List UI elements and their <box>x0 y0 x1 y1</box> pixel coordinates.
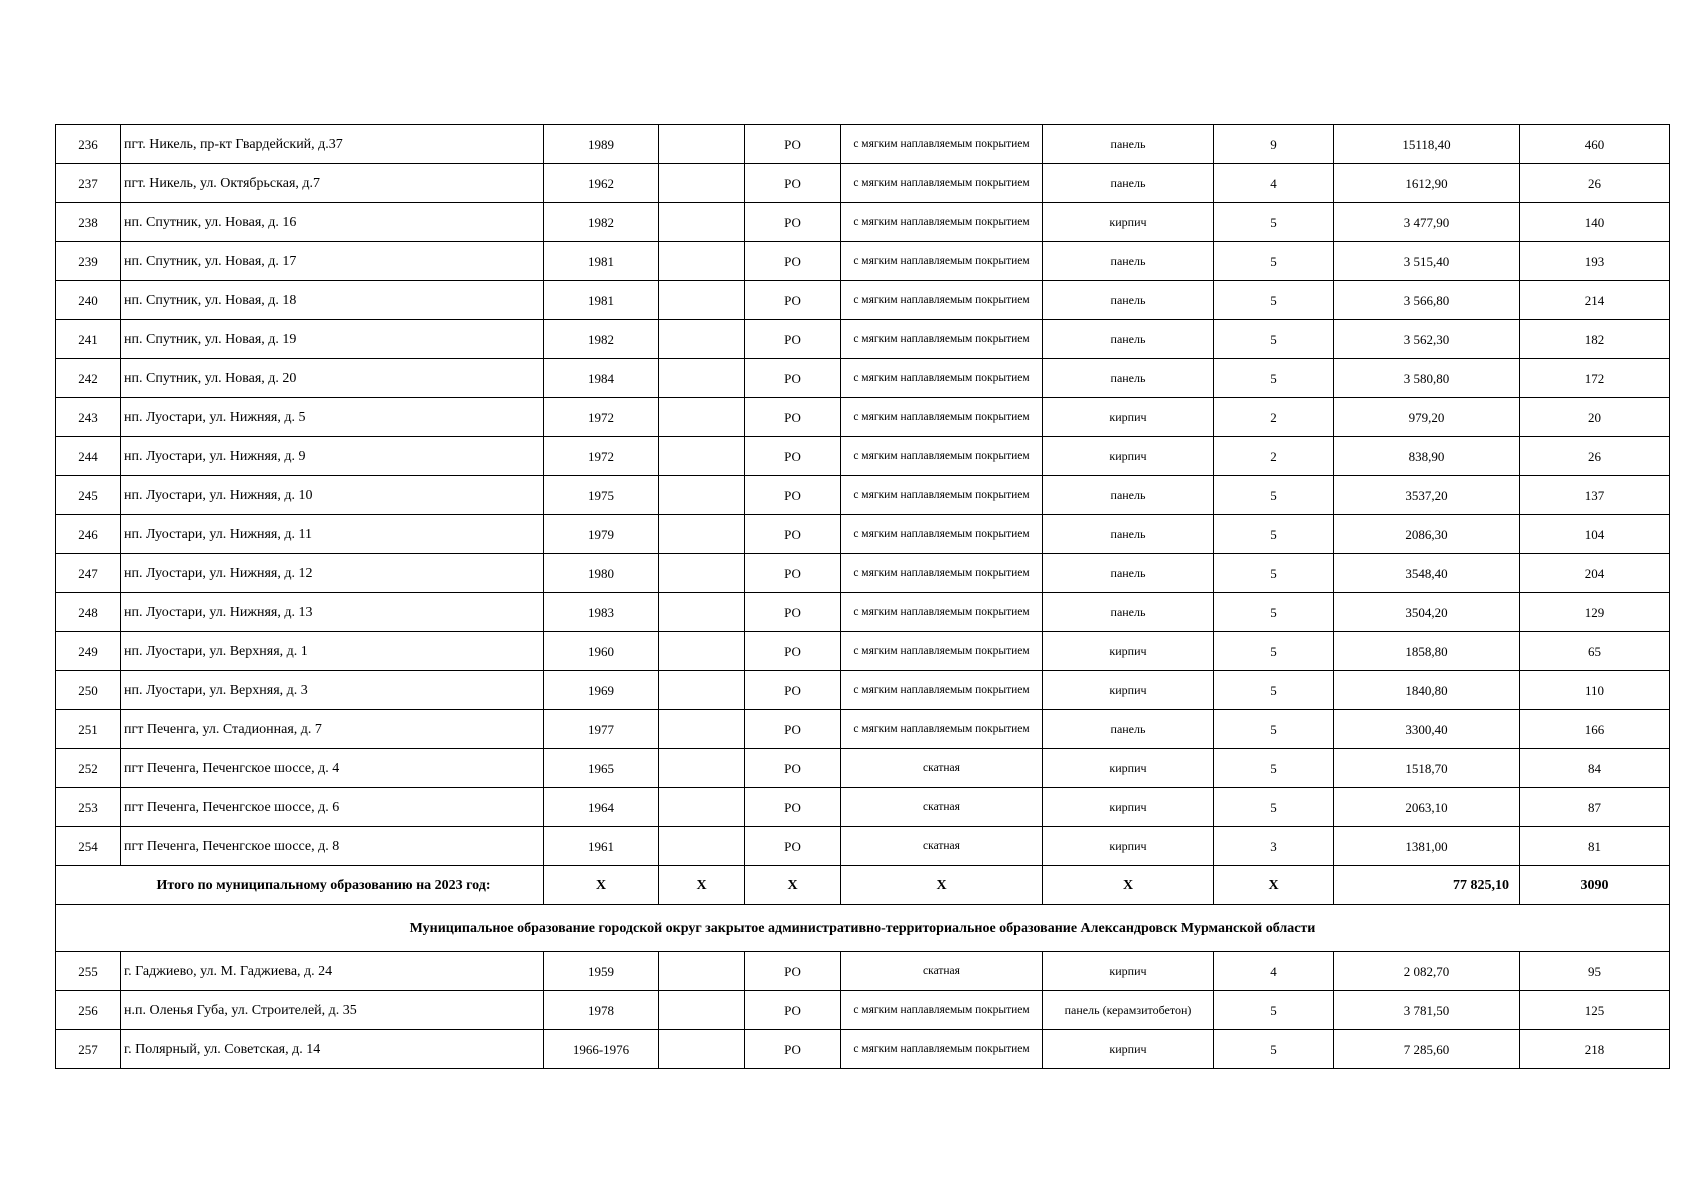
empty-cell <box>659 632 745 671</box>
table-row <box>56 437 1670 476</box>
row-number-cell: 245 <box>56 476 121 515</box>
year-cell: 1980 <box>544 554 659 593</box>
floors-cell: 5 <box>1214 554 1334 593</box>
row-number-cell: 252 <box>56 749 121 788</box>
floors-cell: 5 <box>1214 515 1334 554</box>
area-cell: 1858,80 <box>1334 632 1520 671</box>
fund-type-cell: РО <box>745 320 841 359</box>
roof-type-cell: скатная <box>841 788 1043 827</box>
floors-cell: 5 <box>1214 359 1334 398</box>
fund-type-cell: РО <box>745 359 841 398</box>
address-cell: нп. Луостари, ул. Нижняя, д. 10 <box>121 476 544 515</box>
roof-type-cell: с мягким наплавляемым покрытием <box>841 476 1043 515</box>
table-row <box>56 242 1670 281</box>
table-row <box>56 281 1670 320</box>
residents-cell: 110 <box>1520 671 1670 710</box>
roof-type-cell: с мягким наплавляемым покрытием <box>841 398 1043 437</box>
table-row <box>56 671 1670 710</box>
empty-cell <box>659 952 745 991</box>
wall-material-cell: кирпич <box>1043 203 1214 242</box>
table-row <box>56 164 1670 203</box>
address-cell: пгт. Никель, пр-кт Гвардейский, д.37 <box>121 125 544 164</box>
row-number-cell: 238 <box>56 203 121 242</box>
residents-cell: 104 <box>1520 515 1670 554</box>
row-number-cell: 239 <box>56 242 121 281</box>
fund-type-cell: РО <box>745 476 841 515</box>
empty-cell <box>659 164 745 203</box>
empty-cell <box>659 320 745 359</box>
wall-material-cell: кирпич <box>1043 437 1214 476</box>
year-cell: 1972 <box>544 437 659 476</box>
wall-material-cell: панель <box>1043 281 1214 320</box>
floors-cell: 5 <box>1214 203 1334 242</box>
row-number-cell: 254 <box>56 827 121 866</box>
roof-type-cell: с мягким наплавляемым покрытием <box>841 164 1043 203</box>
fund-type-cell: РО <box>745 398 841 437</box>
roof-type-cell: скатная <box>841 952 1043 991</box>
residents-cell: 166 <box>1520 710 1670 749</box>
floors-cell: 2 <box>1214 437 1334 476</box>
row-number-cell: 243 <box>56 398 121 437</box>
roof-type-cell: с мягким наплавляемым покрытием <box>841 203 1043 242</box>
table-row <box>56 749 1670 788</box>
wall-material-cell: панель <box>1043 359 1214 398</box>
fund-type-cell: РО <box>745 1030 841 1069</box>
wall-material-cell: кирпич <box>1043 788 1214 827</box>
total-row <box>56 866 1670 905</box>
row-number-cell: 236 <box>56 125 121 164</box>
fund-type-cell: РО <box>745 710 841 749</box>
empty-cell <box>659 749 745 788</box>
year-cell: 1989 <box>544 125 659 164</box>
wall-material-cell: панель <box>1043 476 1214 515</box>
row-number-cell: 257 <box>56 1030 121 1069</box>
fund-type-cell: РО <box>745 788 841 827</box>
wall-material-cell: панель <box>1043 515 1214 554</box>
roof-type-cell: с мягким наплавляемым покрытием <box>841 710 1043 749</box>
area-cell: 2086,30 <box>1334 515 1520 554</box>
row-number-cell: 253 <box>56 788 121 827</box>
table-row <box>56 991 1670 1030</box>
residents-cell: 125 <box>1520 991 1670 1030</box>
section-title: Муниципальное образование городской округ закрытое административно-территориальное образование Александровск Мурманской области <box>56 905 1670 952</box>
year-cell: 1984 <box>544 359 659 398</box>
fund-type-cell: РО <box>745 827 841 866</box>
address-cell: пгт Печенга, Печенгское шоссе, д. 6 <box>121 788 544 827</box>
empty-cell <box>659 125 745 164</box>
floors-cell: 5 <box>1214 749 1334 788</box>
roof-type-cell: с мягким наплавляемым покрытием <box>841 242 1043 281</box>
empty-cell <box>659 281 745 320</box>
row-number-cell: 248 <box>56 593 121 632</box>
year-cell: 1977 <box>544 710 659 749</box>
address-cell: г. Гаджиево, ул. М. Гаджиева, д. 24 <box>121 952 544 991</box>
rows-group-b <box>56 952 1670 1069</box>
wall-material-cell: панель <box>1043 242 1214 281</box>
fund-type-cell: РО <box>745 749 841 788</box>
year-cell: 1960 <box>544 632 659 671</box>
year-cell: 1969 <box>544 671 659 710</box>
total-x-cell: X <box>745 866 841 905</box>
address-cell: нп. Спутник, ул. Новая, д. 18 <box>121 281 544 320</box>
address-cell: н.п. Оленья Губа, ул. Строителей, д. 35 <box>121 991 544 1030</box>
year-cell: 1965 <box>544 749 659 788</box>
year-cell: 1966-1976 <box>544 1030 659 1069</box>
residents-cell: 193 <box>1520 242 1670 281</box>
wall-material-cell: панель <box>1043 554 1214 593</box>
residents-cell: 95 <box>1520 952 1670 991</box>
wall-material-cell: кирпич <box>1043 952 1214 991</box>
total-x-cell: X <box>544 866 659 905</box>
fund-type-cell: РО <box>745 671 841 710</box>
roof-type-cell: с мягким наплавляемым покрытием <box>841 632 1043 671</box>
floors-cell: 4 <box>1214 164 1334 203</box>
fund-type-cell: РО <box>745 125 841 164</box>
fund-type-cell: РО <box>745 952 841 991</box>
address-cell: нп. Луостари, ул. Нижняя, д. 13 <box>121 593 544 632</box>
floors-cell: 2 <box>1214 398 1334 437</box>
row-number-cell: 241 <box>56 320 121 359</box>
wall-material-cell: панель (керамзитобетон) <box>1043 991 1214 1030</box>
table-row <box>56 1030 1670 1069</box>
address-cell: нп. Луостари, ул. Верхняя, д. 3 <box>121 671 544 710</box>
area-cell: 3300,40 <box>1334 710 1520 749</box>
row-number-cell: 242 <box>56 359 121 398</box>
residents-cell: 182 <box>1520 320 1670 359</box>
empty-cell <box>659 242 745 281</box>
fund-type-cell: РО <box>745 515 841 554</box>
year-cell: 1978 <box>544 991 659 1030</box>
empty-cell <box>659 671 745 710</box>
row-number-cell: 246 <box>56 515 121 554</box>
roof-type-cell: с мягким наплавляемым покрытием <box>841 593 1043 632</box>
area-cell: 3504,20 <box>1334 593 1520 632</box>
empty-cell <box>659 398 745 437</box>
row-number-cell: 251 <box>56 710 121 749</box>
roof-type-cell: с мягким наплавляемым покрытием <box>841 991 1043 1030</box>
total-label: Итого по муниципальному образованию на 2023 год: <box>56 866 544 905</box>
table-row <box>56 125 1670 164</box>
fund-type-cell: РО <box>745 991 841 1030</box>
empty-cell <box>659 593 745 632</box>
residents-cell: 140 <box>1520 203 1670 242</box>
fund-type-cell: РО <box>745 203 841 242</box>
area-cell: 1381,00 <box>1334 827 1520 866</box>
address-cell: нп. Луостари, ул. Верхняя, д. 1 <box>121 632 544 671</box>
empty-cell <box>659 437 745 476</box>
address-cell: нп. Спутник, ул. Новая, д. 19 <box>121 320 544 359</box>
rows-group-a <box>56 125 1670 866</box>
residents-cell: 137 <box>1520 476 1670 515</box>
wall-material-cell: кирпич <box>1043 671 1214 710</box>
fund-type-cell: РО <box>745 632 841 671</box>
area-cell: 1840,80 <box>1334 671 1520 710</box>
wall-material-cell: кирпич <box>1043 827 1214 866</box>
fund-type-cell: РО <box>745 281 841 320</box>
floors-cell: 5 <box>1214 476 1334 515</box>
roof-type-cell: с мягким наплавляемым покрытием <box>841 1030 1043 1069</box>
floors-cell: 5 <box>1214 281 1334 320</box>
roof-type-cell: с мягким наплавляемым покрытием <box>841 320 1043 359</box>
floors-cell: 5 <box>1214 242 1334 281</box>
roof-type-cell: скатная <box>841 749 1043 788</box>
floors-cell: 4 <box>1214 952 1334 991</box>
residents-cell: 26 <box>1520 437 1670 476</box>
area-cell: 1518,70 <box>1334 749 1520 788</box>
roof-type-cell: с мягким наплавляемым покрытием <box>841 554 1043 593</box>
empty-cell <box>659 827 745 866</box>
wall-material-cell: панель <box>1043 164 1214 203</box>
area-cell: 3537,20 <box>1334 476 1520 515</box>
residents-cell: 81 <box>1520 827 1670 866</box>
row-number-cell: 255 <box>56 952 121 991</box>
wall-material-cell: панель <box>1043 320 1214 359</box>
table-row <box>56 710 1670 749</box>
total-residents-cell: 3090 <box>1520 866 1670 905</box>
area-cell: 3 515,40 <box>1334 242 1520 281</box>
table-row <box>56 515 1670 554</box>
area-cell: 3 580,80 <box>1334 359 1520 398</box>
roof-type-cell: с мягким наплавляемым покрытием <box>841 281 1043 320</box>
residents-cell: 129 <box>1520 593 1670 632</box>
row-number-cell: 256 <box>56 991 121 1030</box>
wall-material-cell: кирпич <box>1043 749 1214 788</box>
residents-cell: 214 <box>1520 281 1670 320</box>
area-cell: 3 562,30 <box>1334 320 1520 359</box>
table-row <box>56 952 1670 991</box>
empty-cell <box>659 359 745 398</box>
floors-cell: 5 <box>1214 632 1334 671</box>
total-group <box>56 866 1670 952</box>
residents-cell: 204 <box>1520 554 1670 593</box>
roof-type-cell: с мягким наплавляемым покрытием <box>841 359 1043 398</box>
total-area-cell: 77 825,10 <box>1334 866 1520 905</box>
floors-cell: 9 <box>1214 125 1334 164</box>
empty-cell <box>659 788 745 827</box>
fund-type-cell: РО <box>745 437 841 476</box>
empty-cell <box>659 203 745 242</box>
address-cell: пгт. Никель, ул. Октябрьская, д.7 <box>121 164 544 203</box>
address-cell: нп. Луостари, ул. Нижняя, д. 11 <box>121 515 544 554</box>
wall-material-cell: кирпич <box>1043 1030 1214 1069</box>
year-cell: 1959 <box>544 952 659 991</box>
address-cell: пгт Печенга, ул. Стадионная, д. 7 <box>121 710 544 749</box>
table-row <box>56 359 1670 398</box>
fund-type-cell: РО <box>745 593 841 632</box>
floors-cell: 3 <box>1214 827 1334 866</box>
area-cell: 15118,40 <box>1334 125 1520 164</box>
section-header-row <box>56 905 1670 952</box>
total-x-cell: X <box>1214 866 1334 905</box>
year-cell: 1964 <box>544 788 659 827</box>
roof-type-cell: скатная <box>841 827 1043 866</box>
empty-cell <box>659 991 745 1030</box>
floors-cell: 5 <box>1214 788 1334 827</box>
address-cell: г. Полярный, ул. Советская, д. 14 <box>121 1030 544 1069</box>
floors-cell: 5 <box>1214 991 1334 1030</box>
wall-material-cell: панель <box>1043 710 1214 749</box>
address-cell: пгт Печенга, Печенгское шоссе, д. 8 <box>121 827 544 866</box>
area-cell: 2063,10 <box>1334 788 1520 827</box>
address-cell: нп. Луостари, ул. Нижняя, д. 5 <box>121 398 544 437</box>
floors-cell: 5 <box>1214 1030 1334 1069</box>
row-number-cell: 249 <box>56 632 121 671</box>
year-cell: 1981 <box>544 242 659 281</box>
roof-type-cell: с мягким наплавляемым покрытием <box>841 437 1043 476</box>
table-row <box>56 632 1670 671</box>
table-row <box>56 398 1670 437</box>
area-cell: 979,20 <box>1334 398 1520 437</box>
year-cell: 1982 <box>544 203 659 242</box>
wall-material-cell: панель <box>1043 125 1214 164</box>
table-row <box>56 593 1670 632</box>
roof-type-cell: с мягким наплавляемым покрытием <box>841 671 1043 710</box>
table-row <box>56 827 1670 866</box>
year-cell: 1961 <box>544 827 659 866</box>
area-cell: 7 285,60 <box>1334 1030 1520 1069</box>
row-number-cell: 237 <box>56 164 121 203</box>
residents-cell: 87 <box>1520 788 1670 827</box>
total-x-cell: X <box>659 866 745 905</box>
wall-material-cell: панель <box>1043 593 1214 632</box>
roof-type-cell: с мягким наплавляемым покрытием <box>841 515 1043 554</box>
address-cell: нп. Спутник, ул. Новая, д. 16 <box>121 203 544 242</box>
address-cell: нп. Луостари, ул. Нижняя, д. 9 <box>121 437 544 476</box>
empty-cell <box>659 1030 745 1069</box>
residents-cell: 218 <box>1520 1030 1670 1069</box>
year-cell: 1962 <box>544 164 659 203</box>
area-cell: 1612,90 <box>1334 164 1520 203</box>
empty-cell <box>659 710 745 749</box>
residents-cell: 84 <box>1520 749 1670 788</box>
year-cell: 1982 <box>544 320 659 359</box>
table-row <box>56 554 1670 593</box>
floors-cell: 5 <box>1214 593 1334 632</box>
total-x-cell: X <box>841 866 1043 905</box>
residents-cell: 172 <box>1520 359 1670 398</box>
fund-type-cell: РО <box>745 554 841 593</box>
address-cell: пгт Печенга, Печенгское шоссе, д. 4 <box>121 749 544 788</box>
table-row <box>56 203 1670 242</box>
residents-cell: 26 <box>1520 164 1670 203</box>
residents-cell: 65 <box>1520 632 1670 671</box>
address-cell: нп. Спутник, ул. Новая, д. 20 <box>121 359 544 398</box>
residents-cell: 20 <box>1520 398 1670 437</box>
total-x-cell: X <box>1043 866 1214 905</box>
address-cell: нп. Спутник, ул. Новая, д. 17 <box>121 242 544 281</box>
roof-type-cell: с мягким наплавляемым покрытием <box>841 125 1043 164</box>
area-cell: 838,90 <box>1334 437 1520 476</box>
empty-cell <box>659 515 745 554</box>
wall-material-cell: кирпич <box>1043 398 1214 437</box>
address-cell: нп. Луостари, ул. Нижняя, д. 12 <box>121 554 544 593</box>
row-number-cell: 247 <box>56 554 121 593</box>
residents-cell: 460 <box>1520 125 1670 164</box>
row-number-cell: 250 <box>56 671 121 710</box>
area-cell: 3548,40 <box>1334 554 1520 593</box>
floors-cell: 5 <box>1214 671 1334 710</box>
table-row <box>56 788 1670 827</box>
area-cell: 3 566,80 <box>1334 281 1520 320</box>
area-cell: 3 477,90 <box>1334 203 1520 242</box>
floors-cell: 5 <box>1214 710 1334 749</box>
table-row <box>56 476 1670 515</box>
area-cell: 3 781,50 <box>1334 991 1520 1030</box>
housing-registry-table <box>55 124 1670 1069</box>
floors-cell: 5 <box>1214 320 1334 359</box>
row-number-cell: 240 <box>56 281 121 320</box>
fund-type-cell: РО <box>745 242 841 281</box>
wall-material-cell: кирпич <box>1043 632 1214 671</box>
year-cell: 1972 <box>544 398 659 437</box>
year-cell: 1983 <box>544 593 659 632</box>
row-number-cell: 244 <box>56 437 121 476</box>
year-cell: 1975 <box>544 476 659 515</box>
fund-type-cell: РО <box>745 164 841 203</box>
year-cell: 1981 <box>544 281 659 320</box>
year-cell: 1979 <box>544 515 659 554</box>
empty-cell <box>659 554 745 593</box>
area-cell: 2 082,70 <box>1334 952 1520 991</box>
table-row <box>56 320 1670 359</box>
empty-cell <box>659 476 745 515</box>
